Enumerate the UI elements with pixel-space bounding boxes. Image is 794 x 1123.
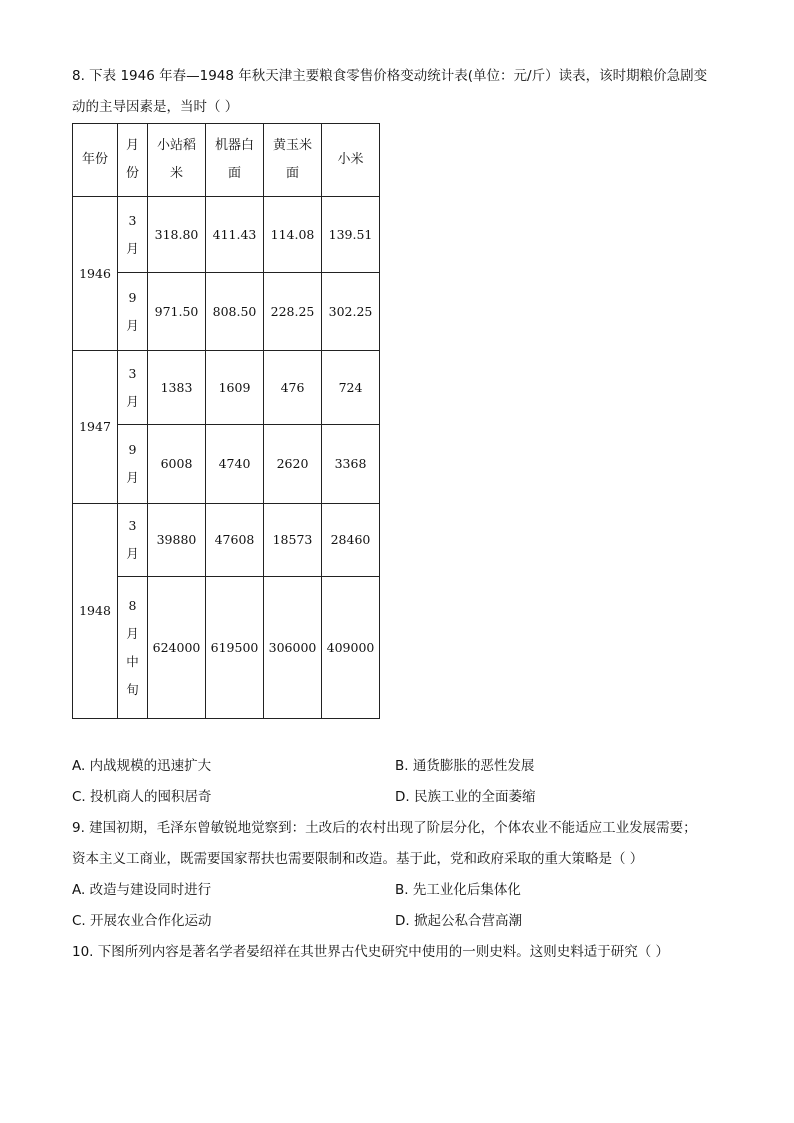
rice-cell: 6008 (148, 425, 206, 504)
q8-stem-line1: 8. 下表 1946 年春—1948 年秋天津主要粮食零售价格变动统计表(单位：元/斤）读表，该时期粮价急剧变 (72, 68, 708, 84)
header-millet: 小米 (322, 124, 380, 197)
grain-price-table (72, 123, 380, 719)
header-flour: 机器白 面 (206, 124, 264, 197)
q8-stem-line2: 动的主导因素是，当时（ ） (72, 99, 239, 115)
corn-cell: 114.08 (264, 197, 322, 273)
flour-cell: 47608 (206, 504, 264, 577)
header-month: 月 份 (118, 124, 148, 197)
millet-cell: 139.51 (322, 197, 380, 273)
month-cell: 3 月 (118, 351, 148, 425)
table-header-row (73, 124, 380, 197)
table-row (73, 504, 380, 577)
month-cell: 8 月 中 旬 (118, 577, 148, 719)
flour-cell: 4740 (206, 425, 264, 504)
corn-cell: 2620 (264, 425, 322, 504)
year-cell: 1946 (73, 197, 118, 351)
corn-cell: 228.25 (264, 273, 322, 351)
flour-cell: 619500 (206, 577, 264, 719)
header-corn: 黄玉米 面 (264, 124, 322, 197)
q10-stem-line1: 10. 下图所列内容是著名学者晏绍祥在其世界古代史研究中使用的一则史料。这则史料适于研究（ ） (72, 944, 670, 960)
rice-cell: 1383 (148, 351, 206, 425)
q8-option-b: B. 通货膨胀的恶性发展 (395, 758, 535, 774)
millet-cell: 3368 (322, 425, 380, 504)
millet-cell: 302.25 (322, 273, 380, 351)
q9-option-d: D. 掀起公私合营高潮 (395, 913, 522, 929)
rice-cell: 971.50 (148, 273, 206, 351)
header-rice: 小站稻 米 (148, 124, 206, 197)
q9-option-c: C. 开展农业合作化运动 (72, 913, 212, 929)
header-year: 年份 (73, 124, 118, 197)
millet-cell: 409000 (322, 577, 380, 719)
q9-stem-line2: 资本主义工商业，既需要国家帮扶也需要限制和改造。基于此，党和政府采取的重大策略是（ ） (72, 851, 644, 867)
flour-cell: 808.50 (206, 273, 264, 351)
q9-option-a: A. 改造与建设同时进行 (72, 882, 212, 898)
flour-cell: 1609 (206, 351, 264, 425)
table-row (73, 577, 380, 719)
month-cell: 3 月 (118, 504, 148, 577)
q9-stem-line1: 9. 建国初期，毛泽东曾敏锐地觉察到：土改后的农村出现了阶层分化，个体农业不能适应工业发展需要； (72, 820, 697, 836)
rice-cell: 624000 (148, 577, 206, 719)
q8-option-a: A. 内战规模的迅速扩大 (72, 758, 212, 774)
month-cell: 9 月 (118, 273, 148, 351)
rice-cell: 318.80 (148, 197, 206, 273)
year-cell: 1947 (73, 351, 118, 504)
millet-cell: 28460 (322, 504, 380, 577)
flour-cell: 411.43 (206, 197, 264, 273)
table-row (73, 425, 380, 504)
year-cell: 1948 (73, 504, 118, 719)
millet-cell: 724 (322, 351, 380, 425)
q8-option-c: C. 投机商人的囤积居奇 (72, 789, 212, 805)
corn-cell: 18573 (264, 504, 322, 577)
table-row (73, 197, 380, 273)
corn-cell: 306000 (264, 577, 322, 719)
q8-option-d: D. 民族工业的全面萎缩 (395, 789, 536, 805)
table-row (73, 351, 380, 425)
table-row (73, 273, 380, 351)
month-cell: 9 月 (118, 425, 148, 504)
corn-cell: 476 (264, 351, 322, 425)
month-cell: 3 月 (118, 197, 148, 273)
rice-cell: 39880 (148, 504, 206, 577)
q9-option-b: B. 先工业化后集体化 (395, 882, 521, 898)
